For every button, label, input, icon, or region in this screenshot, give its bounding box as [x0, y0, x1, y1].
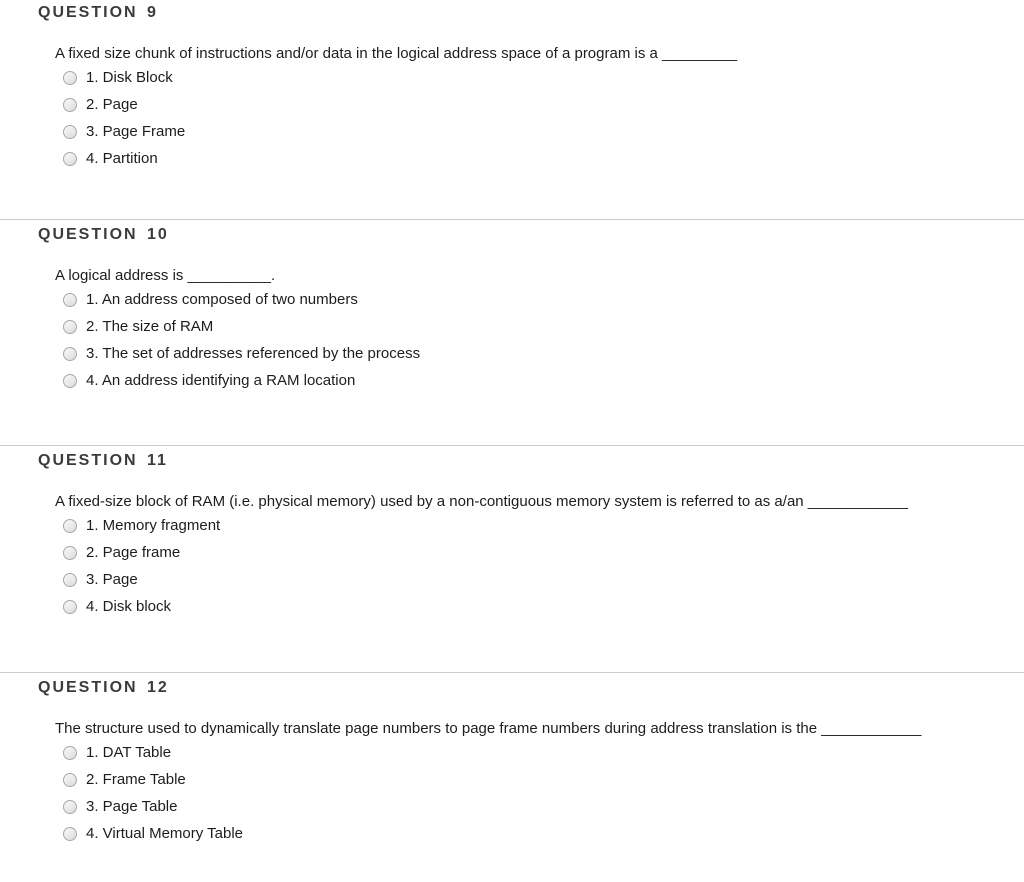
radio-button-icon[interactable] — [63, 600, 77, 614]
answer-option[interactable] — [63, 91, 1024, 118]
radio-button-icon[interactable] — [63, 800, 77, 814]
radio-button-icon[interactable] — [63, 773, 77, 787]
answer-option[interactable] — [63, 118, 1024, 145]
answer-option[interactable] — [63, 820, 1024, 847]
answer-option[interactable] — [63, 593, 1024, 620]
answer-option-label: 2. The size of RAM — [86, 318, 214, 335]
answer-option[interactable] — [63, 539, 1024, 566]
answer-option-label: 3. Page Frame — [86, 123, 186, 140]
answer-option-label: 1. Disk Block — [86, 69, 173, 86]
answer-option[interactable] — [63, 286, 1024, 313]
radio-button-icon[interactable] — [63, 546, 77, 560]
question-block-9 — [0, 0, 1024, 219]
radio-button-icon[interactable] — [63, 152, 77, 166]
answer-option-label: 4. Partition — [86, 150, 158, 167]
answer-option-label: 1. An address composed of two numbers — [86, 291, 358, 308]
answer-option-label: 1. Memory fragment — [86, 517, 221, 534]
radio-button-icon[interactable] — [63, 125, 77, 139]
answer-option-label: 2. Page — [86, 96, 138, 113]
answer-option-label: 3. Page — [86, 571, 138, 588]
radio-button-icon[interactable] — [63, 827, 77, 841]
answer-option[interactable] — [63, 793, 1024, 820]
radio-button-icon[interactable] — [63, 519, 77, 533]
answer-option-label: 2. Frame Table — [86, 771, 186, 788]
radio-button-icon[interactable] — [63, 71, 77, 85]
answer-option[interactable] — [63, 64, 1024, 91]
question-text: A logical address is __________. — [55, 267, 276, 284]
question-heading: QUESTION 9 — [38, 4, 158, 21]
answer-option-label: 3. The set of addresses referenced by the process — [86, 345, 421, 362]
radio-button-icon[interactable] — [63, 98, 77, 112]
radio-button-icon[interactable] — [63, 374, 77, 388]
answer-option[interactable] — [63, 313, 1024, 340]
answer-option[interactable] — [63, 766, 1024, 793]
answer-option[interactable] — [63, 145, 1024, 172]
answer-option[interactable] — [63, 566, 1024, 593]
question-block-10 — [0, 220, 1024, 445]
question-text: The structure used to dynamically translate page numbers to page frame numbers during address translation is the ____________ — [55, 720, 922, 737]
question-heading: QUESTION 10 — [38, 226, 169, 243]
answer-option[interactable] — [63, 367, 1024, 394]
question-heading: QUESTION 12 — [38, 679, 169, 696]
radio-button-icon[interactable] — [63, 573, 77, 587]
options-list — [63, 512, 1024, 620]
answer-option[interactable] — [63, 340, 1024, 367]
answer-option[interactable] — [63, 739, 1024, 766]
answer-option-label: 2. Page frame — [86, 544, 181, 561]
radio-button-icon[interactable] — [63, 293, 77, 307]
answer-option-label: 4. An address identifying a RAM location — [86, 372, 356, 389]
options-list — [63, 739, 1024, 847]
answer-option-label: 3. Page Table — [86, 798, 178, 815]
question-text: A fixed-size block of RAM (i.e. physical memory) used by a non-contiguous memory system is referred to as a/an ____________ — [55, 493, 908, 510]
radio-button-icon[interactable] — [63, 347, 77, 361]
answer-option-label: 1. DAT Table — [86, 744, 172, 761]
question-heading: QUESTION 11 — [38, 452, 168, 469]
radio-button-icon[interactable] — [63, 746, 77, 760]
radio-button-icon[interactable] — [63, 320, 77, 334]
answer-option[interactable] — [63, 512, 1024, 539]
answer-option-label: 4. Disk block — [86, 598, 172, 615]
question-block-12 — [0, 673, 1024, 882]
question-block-11 — [0, 446, 1024, 672]
answer-option-label: 4. Virtual Memory Table — [86, 825, 244, 842]
options-list — [63, 286, 1024, 394]
options-list — [63, 64, 1024, 172]
question-text: A fixed size chunk of instructions and/or data in the logical address space of a program is a _________ — [55, 45, 738, 62]
